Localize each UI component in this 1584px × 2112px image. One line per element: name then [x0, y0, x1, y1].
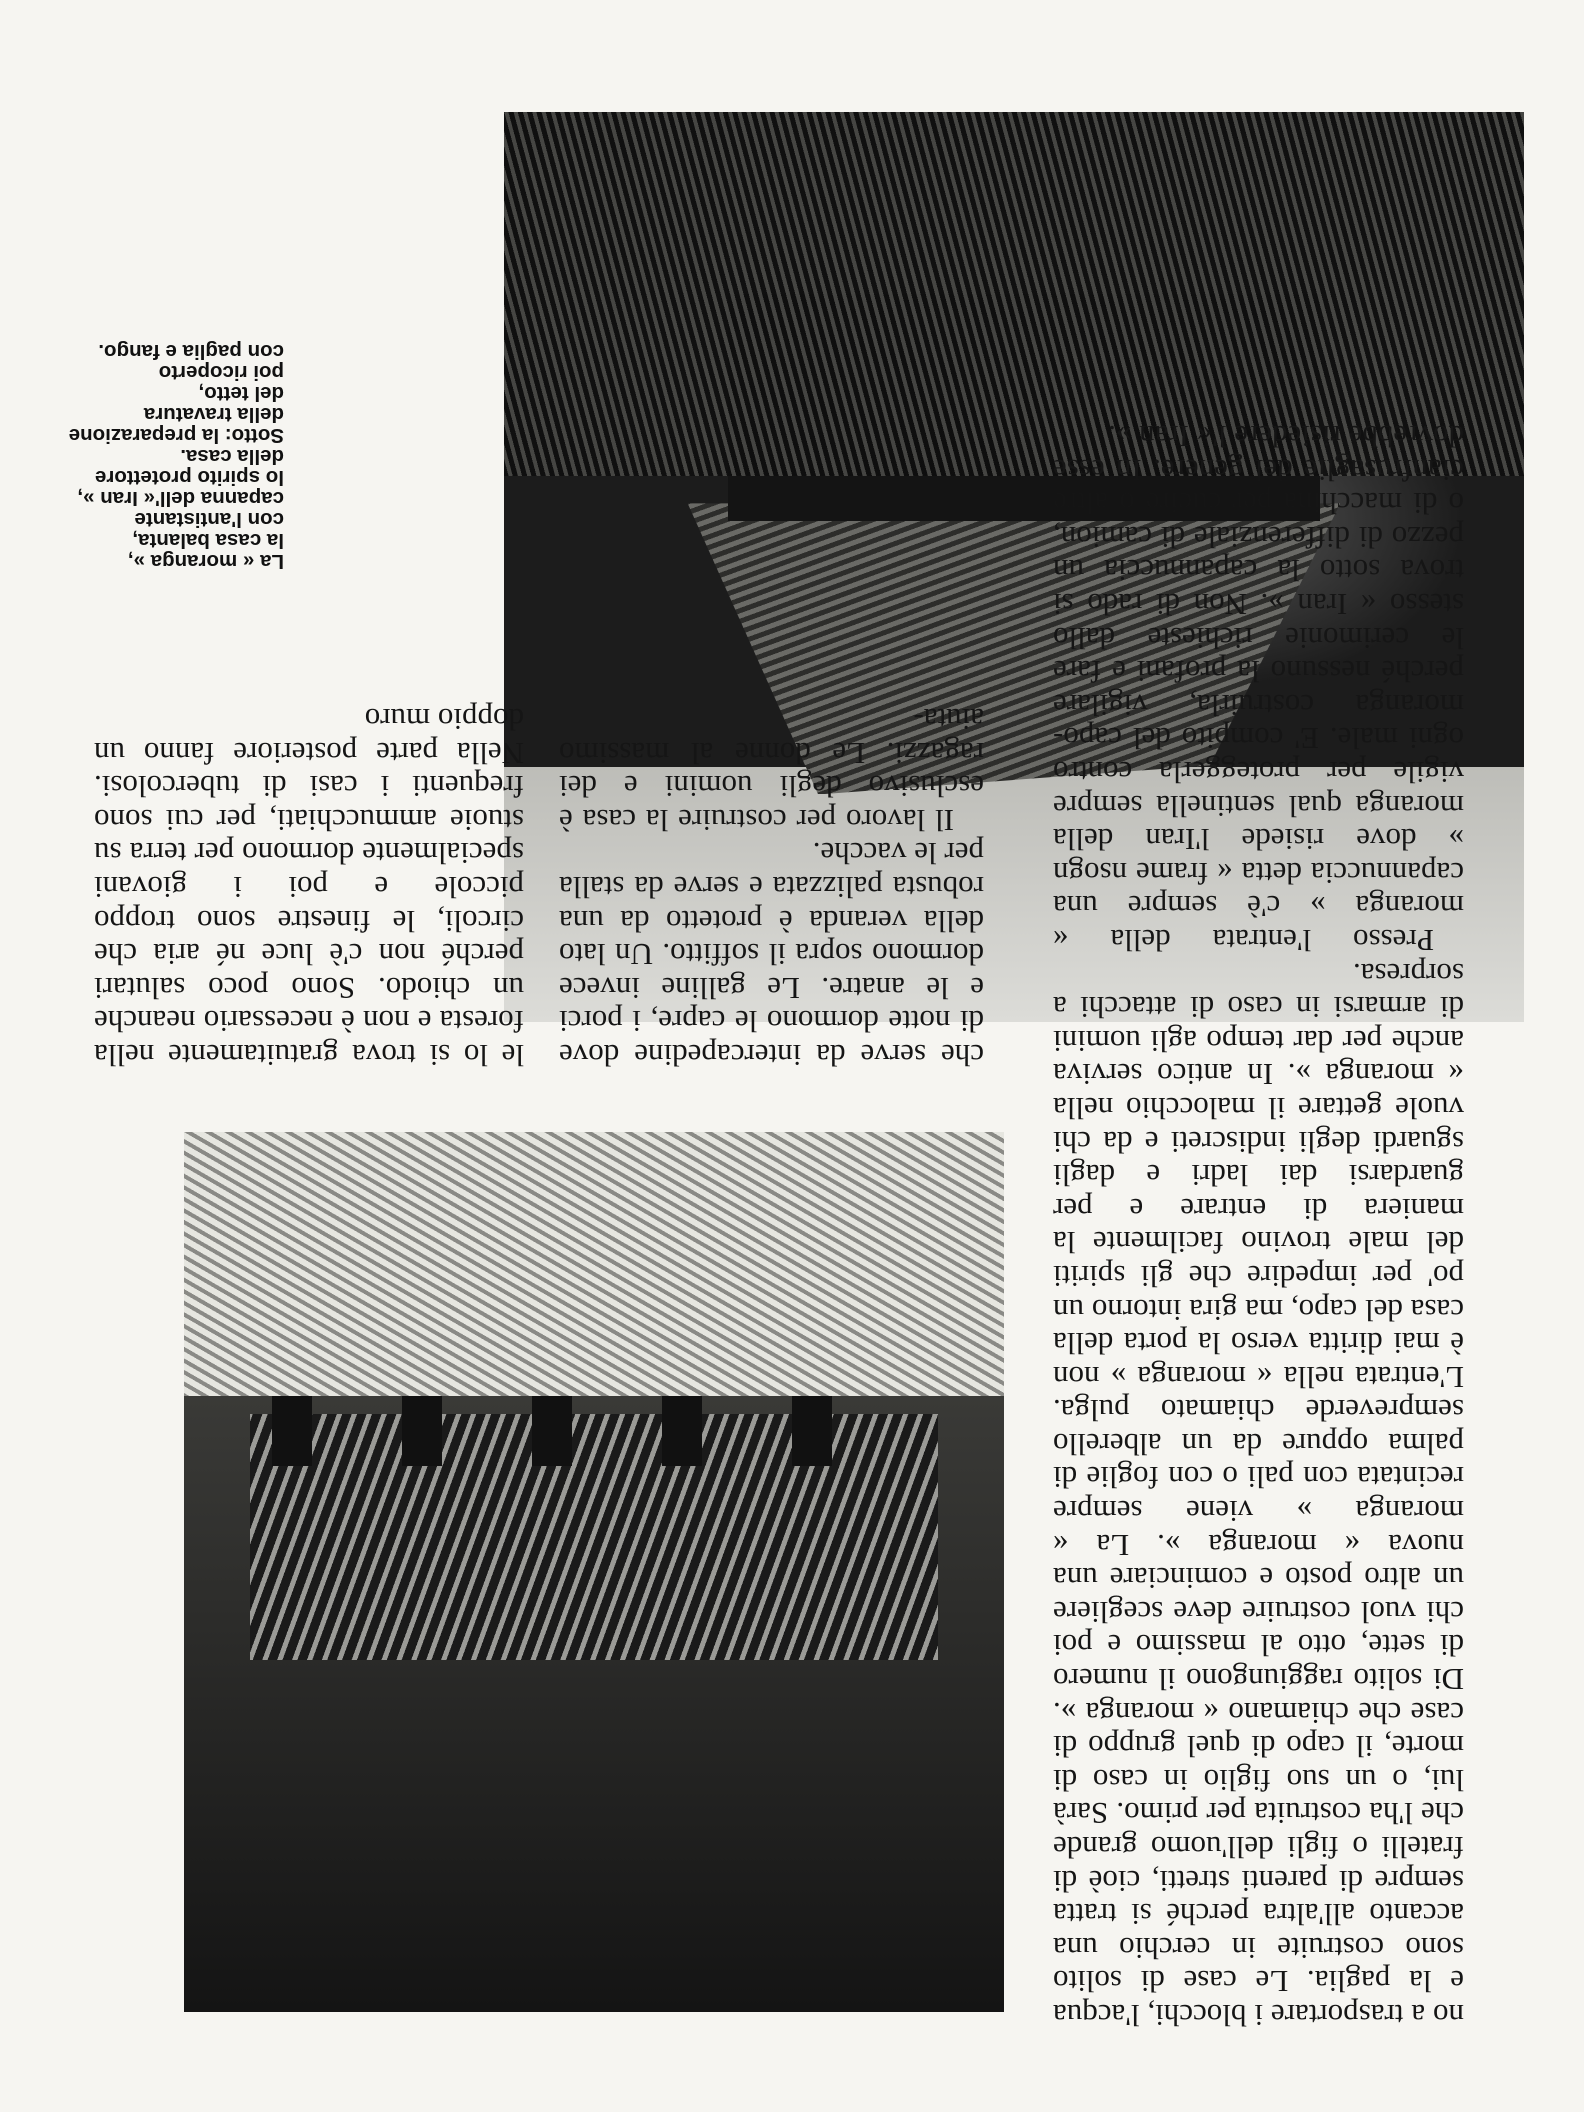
article-column-right: [94, 702, 524, 1073]
article-column-left: [1053, 419, 1464, 2033]
article-paragraph: no a trasportare i blocchi, l'acqua e la paglia. Le case di solito sono costruite in cerchio una accanto all'altra perché si tratta sempre di parenti stretti, cioè di fratelli o figli dell'uomo grande che l'ha costruita per primo. Sarà lui, o un suo figlio in caso di morte, il capo di quel gruppo di case che chiamano « moranga ». Di solito raggiungono il numero di sette, otto al massimo e poi chi vuol costruire deve scegliere un altro posto e cominciare una nuova « moranga ». La « moranga » viene sempre recintata con pali o con foglie di palma oppure da un alberello sempreverde chiamato pulga. L'entrata nella « moranga » non è mai diritta verso la porta della casa del capo, ma gira intorno un po' per impedire che gli spiriti del male trovino facilmente la maniera di entrare e per guardarsi dai ladri e dagli sguardi degli indiscreti e da chi vuole gettare il malocchio nella « moranga ». In antico serviva anche per dar tempo agli uomini di armarsi in caso di attacchi a sorpresa.: [1053, 956, 1464, 2033]
photo-ground: [184, 1132, 1004, 1396]
photo-caption: [44, 341, 284, 572]
caption-line: poi ricoperto: [158, 361, 284, 384]
caption-line: lo spirito protettore: [94, 466, 284, 489]
caption-line: la casa balanta,: [132, 529, 284, 552]
caption-line: del tetto,: [198, 382, 284, 405]
caption-line: della casa.: [180, 445, 284, 468]
caption-line: La « moranga »,: [127, 550, 284, 573]
caption-line: con l'antistante: [134, 508, 284, 531]
caption-line: della travatura: [143, 403, 284, 426]
article-paragraph: che serve da intercapedine dove di notte dormono le capre, i porci e le anatre. Le galline invece dormono sopra il soffitto. Un lato della veranda è protetto da una robusta palizzata e serve da stalla per le vacche.: [559, 836, 984, 1073]
photo-roof-frame-construction: [184, 1132, 1004, 2012]
caption-line: con paglia e fango.: [98, 340, 284, 363]
article-column-middle: [559, 702, 984, 1073]
caption-line: capanna dell'« Iran »,: [77, 487, 284, 510]
caption-line: Sotto: la preparazione: [68, 424, 284, 447]
article-paragraph: Il lavoro per costruire la casa è esclusivo degli uomini e dei ragazzi. Le donne al massimo aiuta-: [559, 702, 984, 838]
article-paragraph: le lo si trova gratuitamente nella foresta e non è necessario neanche un chiodo. Sono poco salutari perché non c'è luce né aria che circoli, le finestre sono troppo piccole e poi i giovani specialmente dormono per terra su stuoie ammucchiati, per cui sono frequenti i casi di tubercolosi. Nella parte posteriore fanno un doppio muro: [94, 702, 524, 1073]
article-paragraph: Presso l'entrata della « moranga » c'è sempre una capannuccia detta « frame nsogn » dove risiede l'Iran della moranga qual sentinella sempre vigile per proteggerla contro ogni male. E' compito del capo-moranga costruirla, vigilare perché nessuno la profani e fare le cerimonie richieste dallo stesso « Iran ». Non di rado si trova sotto la capannuccia un pezzo di differenziale di camion, o di macchina per cucire o altre cianfrusaglie del genere. In esse dovrebbe risiedere l'« Iran ».: [1053, 419, 1464, 958]
